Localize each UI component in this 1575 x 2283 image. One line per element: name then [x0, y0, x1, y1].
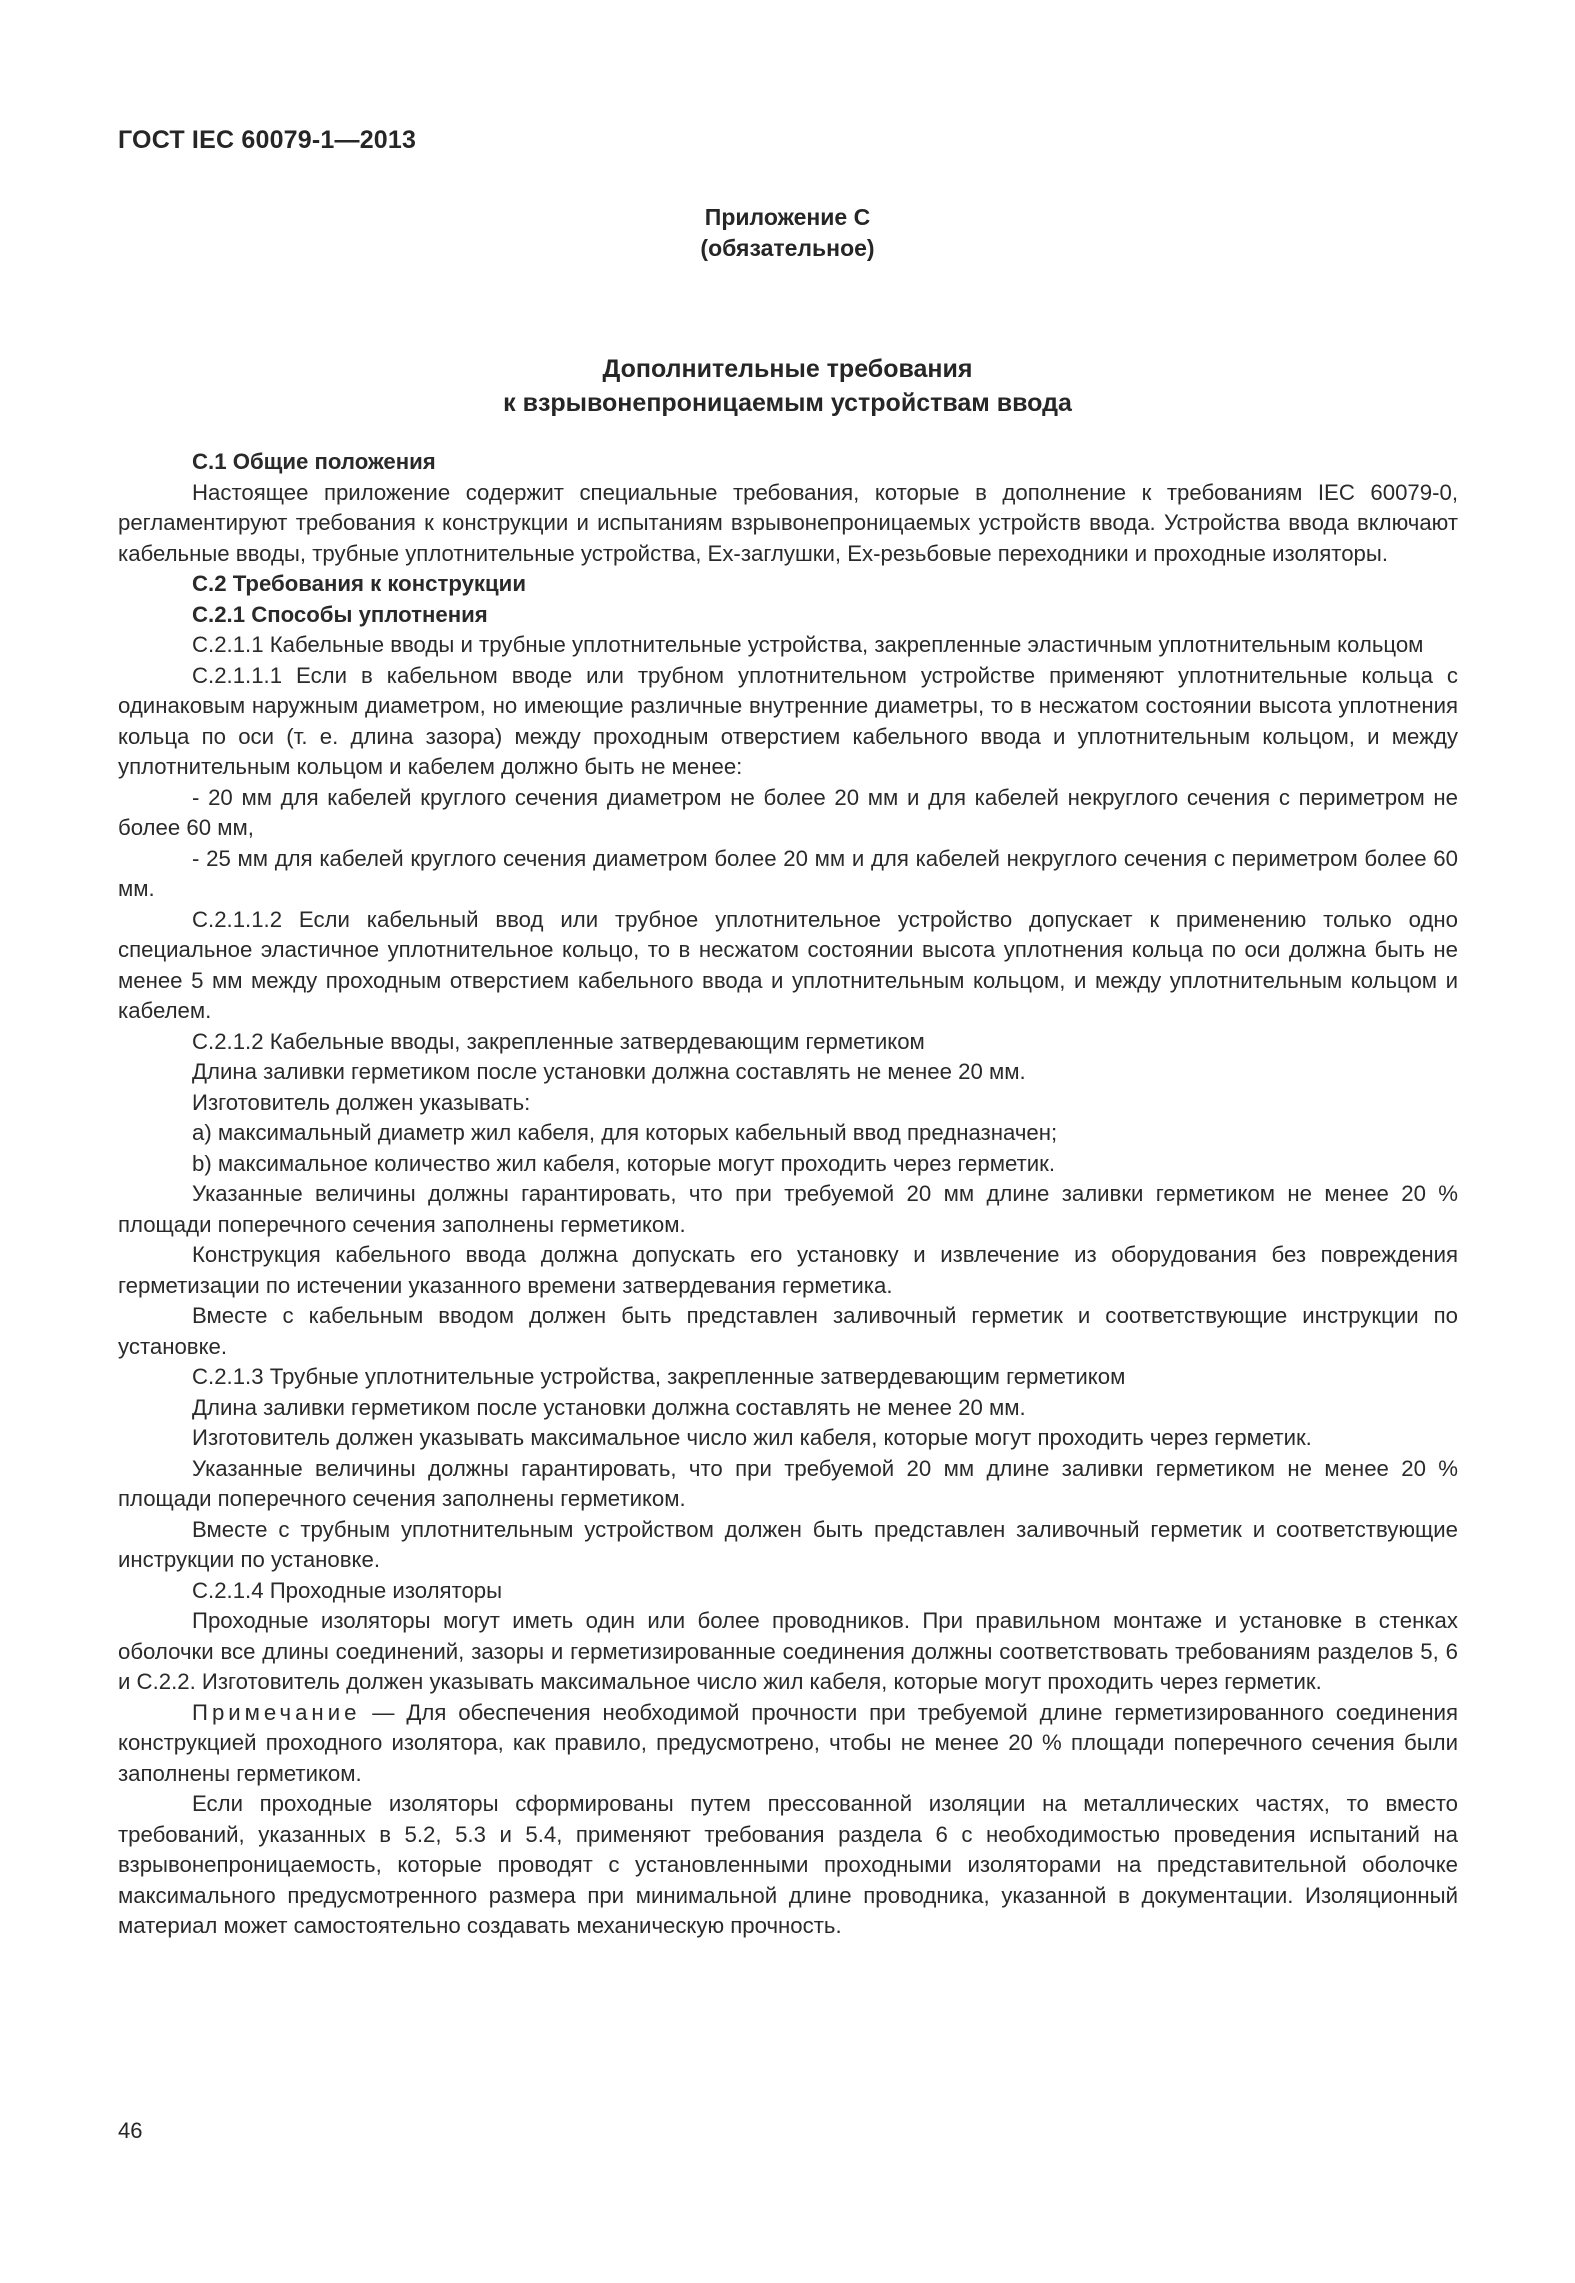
paragraph: Настоящее приложение содержит специальные требования, которые в дополнение к требованиям IEC 60079-0, регламентируют требования к конструкции и испытаниям взрывонепроницаемых устройств ввода. Устройства ввода включают кабельные вводы, трубные уплотнительные устройства, Ex-заглушки, Ex-резьбовые переходники и проходные изоляторы.: [118, 479, 1458, 566]
clause-c21111: С.2.1.1.1 Если в кабельном вводе или трубном уплотнительном устройстве применяют уплотнительные кольца с одинаковым наружным диаметром, но имеющие различные внутренние диаметры, то в несжатом состоянии высота уплотнения кольца по оси (т. е. длина зазора) между проходным отверстием кабельного ввода и уплотнительным кольцом, и между уплотнительным кольцом и кабелем должно быть не менее:: [118, 662, 1458, 779]
note: [118, 1698, 1458, 1790]
section-heading-c2: С.2 Требования к конструкции: [192, 571, 526, 596]
clause-c2112: С.2.1.2 Кабельные вводы, закрепленные затвердевающим герметиком: [192, 1028, 925, 1054]
note-label: Примечание: [192, 1699, 361, 1725]
annex-title-line-1: Дополнительные требования: [602, 355, 973, 383]
paragraph: Проходные изоляторы могут иметь один или более проводников. При правильном монтаже и установке в стенках оболочки все длины соединений, зазоры и герметизированные соединения должны соответствовать требованиям разделов 5, 6 и С.2.2. Изготовитель должен указывать максимальное число жил кабеля, которые могут проходить через герметик.: [118, 1608, 1458, 1694]
paragraph: Указанные величины должны гарантировать, что при требуемой 20 мм длине заливки герметиком не менее 20 % площади поперечного сечения заполнены герметиком.: [118, 1181, 1458, 1237]
document-body: [118, 447, 1458, 1942]
paragraph: Изготовитель должен указывать:: [192, 1089, 531, 1115]
paragraph: Конструкция кабельного ввода должна допускать его установку и извлечение из оборудования без повреждения герметизации по истечении указанного времени затвердевания герметика.: [118, 1242, 1458, 1298]
paragraph: Длина заливки герметиком после установки должна составлять не менее 20 мм.: [192, 1059, 1026, 1084]
clause-c2111: С.2.1.1 Кабельные вводы и трубные уплотнительные устройства, закрепленные эластичным уплотнительным кольцом: [192, 632, 1424, 657]
annex-heading: [0, 202, 1575, 264]
paragraph: Изготовитель должен указывать максимальное число жил кабеля, которые могут проходить через герметик.: [192, 1425, 1312, 1450]
paragraph: Вместе с кабельным вводом должен быть представлен заливочный герметик и соответствующие инструкции по установке.: [118, 1303, 1458, 1359]
list-item-b: b) максимальное количество жил кабеля, которые могут проходить через герметик.: [192, 1150, 1056, 1176]
annex-title: [0, 352, 1575, 420]
annex-status: (обязательное): [700, 235, 875, 261]
list-item-dash-1: - 20 мм для кабелей круглого сечения диаметром не более 20 мм и для кабелей некруглого сечения с периметром не более 60 мм,: [118, 784, 1458, 840]
section-heading-c1: С.1 Общие положения: [192, 449, 436, 474]
list-item-a: a) максимальный диаметр жил кабеля, для которых кабельный ввод предназначен;: [192, 1120, 1058, 1145]
paragraph: Указанные величины должны гарантировать, что при требуемой 20 мм длине заливки герметиком не менее 20 % площади поперечного сечения заполнены герметиком.: [118, 1455, 1458, 1511]
paragraph: Если проходные изоляторы сформированы путем прессованной изоляции на металлических частях, то вместо требований, указанных в 5.2, 5.3 и 5.4, применяют требования раздела 6 с необходимостью проведения испытаний на взрывонепроницаемость, которые проводят с установленными проходными изоляторами на представительной оболочке максимального предусмотренного размера при минимальной длине проводника, указанной в документации. Изоляционный материал может самостоятельно создавать механическую прочность.: [118, 1791, 1458, 1938]
clause-c2113: С.2.1.3 Трубные уплотнительные устройства, закрепленные затвердевающим герметиком: [192, 1364, 1126, 1389]
section-heading-c21: С.2.1 Способы уплотнения: [192, 601, 488, 627]
page-number: 46: [118, 2118, 143, 2143]
document-id: ГОСТ IEC 60079-1—2013: [118, 126, 417, 154]
paragraph: Длина заливки герметиком после установки должна составлять не менее 20 мм.: [192, 1394, 1026, 1420]
paragraph: Вместе с трубным уплотнительным устройством должен быть представлен заливочный герметик и соответствующие инструкции по установке.: [118, 1516, 1458, 1572]
clause-c2114: С.2.1.4 Проходные изоляторы: [192, 1577, 503, 1603]
clause-c21112: С.2.1.1.2 Если кабельный ввод или трубное уплотнительное устройство допускает к применению только одно специальное эластичное уплотнительное кольцо, то в несжатом состоянии высота уплотнения кольца по оси должна быть не менее 5 мм между проходным отверстием кабельного ввода и уплотнительным кольцом, и между уплотнительным кольцом и кабелем.: [118, 906, 1458, 1023]
annex-label: Приложение С: [704, 204, 871, 230]
annex-title-line-2: к взрывонепроницаемым устройствам ввода: [503, 389, 1072, 417]
list-item-dash-2: - 25 мм для кабелей круглого сечения диаметром более 20 мм и для кабелей некруглого сечения с периметром более 60 мм.: [118, 845, 1458, 901]
note-text: — Для обеспечения необходимой прочности при требуемой длине герметизированного соединения конструкцией проходного изолятора, как правило, предусмотрено, чтобы не менее 20 % площади поперечного сечения были заполнены герметиком.: [118, 1699, 1458, 1786]
